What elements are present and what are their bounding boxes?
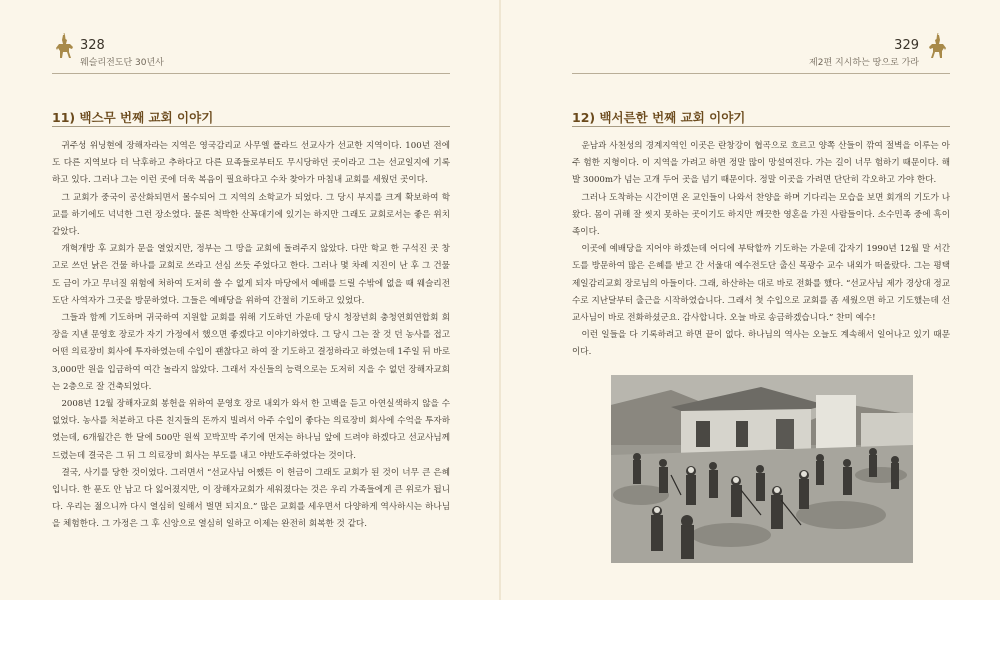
book-spine — [499, 0, 501, 600]
header-rule — [572, 73, 950, 74]
article-body — [572, 138, 950, 362]
horse-rider-logo-icon — [54, 33, 76, 61]
section-title: 12) 백서른한 번째 교회 이야기 — [572, 110, 746, 125]
paragraph: 이곳에 예배당을 지어야 하겠는데 어디에 부탁할까 기도하는 가운데 갑자기 1990년 12월 말 서간도를 방문하여 많은 은혜를 받고 간 서울대 예수전도단 출신 목광수 교수 내외가 떠올랐다. 그는 평택제일감리교회 장로님의 아들이다. 그래, 하산하는 대로 바로 전화를 했다. “선교사님 제가 경상대 정교수로 지난달부터 출근을 시작하였습니다. 그래서 첫 수입으로 교회를 좀 세웠으면 하고 기도했는데 선교사님이 바로 전화하셨군요. 감사합니다. 오늘 바로 송금하겠습니다.” 찬미 예수! — [572, 244, 950, 324]
article-body — [52, 138, 450, 534]
section-title: 11) 백스무 번째 교회 이야기 — [52, 110, 214, 125]
horse-rider-logo-icon — [926, 33, 948, 61]
page-number: 328 — [80, 38, 105, 53]
title-underline — [52, 126, 450, 127]
running-title: 웨슬리전도단 30년사 — [80, 58, 164, 68]
running-title: 제2편 지시하는 땅으로 가라 — [809, 58, 919, 68]
paragraph: 개혁개방 후 교회가 문을 열었지만, 정부는 그 땅을 교회에 돌려주지 않았다. 다만 학교 한 구석진 곳 창고로 쓰던 낡은 건물 하나를 교회로 쓰라고 선심 쓰듯 주었다고 한다. 그러나 몇 차례 지진이 난 후 그 건물도 금이 가고 무너질 위험에 처하여 도저히 쓸 수 없게 되자 마당에서 예배를 드릴 수밖에 없을 때 웨슬리전도단 사역자가 그곳을 방문하였다. 그들은 예배당을 위하여 간절히 기도하고 있었다. — [52, 244, 450, 306]
paragraph: 그 교회가 중국이 공산화되면서 몰수되어 그 지역의 소학교가 되었다. 그 당시 부지를 크게 확보하여 학교를 하기에도 넉넉한 그런 장소였다. 물론 척박한 산꼭대기에 있기는 하지만 그래도 교회로서는 좋은 위치 같았다. — [52, 192, 450, 238]
paragraph: 이런 일들을 다 기록하려고 하면 끝이 없다. 하나님의 역사는 오늘도 계속해서 일어나고 있기 때문이다. — [572, 330, 950, 358]
paragraph: 그들과 함께 기도하며 귀국하여 지원할 교회를 위해 기도하던 가운데 당시 청장년회 충청연회연합회 회장을 지낸 문영호 장로가 자기 가정에서 했으면 좋겠다고 이야기하였다. 그 당시 그는 잘 것 던 농사를 접고 어떤 의료장비 회사에 투자하였는데 수입이 괜찮다고 하여 잘 기도하고 결정하라고 하였는데 1주일 뒤 바로 3,000만 원을 입금하여 여간 놀라지 않았다. 그래서 자신들의 능력으로는 도저히 지을 수 없던 장해자교회는 2층으로 잘 건축되었다. — [52, 313, 450, 392]
title-underline — [572, 126, 950, 127]
paragraph: 귀주성 위닝현에 장해자라는 지역은 영국감리교 사무엘 폴라드 선교사가 선교한 지역이다. 100년 전에도 다른 지역보다 더 낙후하고 추하다고 다른 묘족들로부터도 무시당하던 곳이라고 그는 선교일지에 기록하고 있다. 그러나 그는 이런 곳에 더욱 복음이 필요하다고 수차 찾아가 마침내 교회를 세웠던 곳이다. — [52, 141, 450, 186]
paragraph: 운남과 사천성의 경계지역인 이곳은 란창강이 협곡으로 흐르고 양쪽 산들이 깎여 절벽을 이루는 아주 험한 지형이다. 이 지역을 가려고 하면 정말 많이 망설여진다. 가는 길이 너무 험하기 때문이다. 해발 3000m가 넘는 고개 두어 곳을 넘기 때문이다. 정말 이곳을 가려면 단단히 각오하고 가야 한다. — [572, 141, 950, 186]
paragraph: 2008년 12월 장해자교회 봉헌을 위하여 문영호 장로 내외가 와서 한 고백을 듣고 아연실색하지 않을 수 없었다. 농사를 처분하고 다른 친지들의 돈까지 빌려서 아주 수입이 좋다는 의료장비 회사에 수억을 투자하였는데, 6개월간은 한 달에 500만 원씩 꼬박꼬박 주기에 먼저는 하나님 앞에 드려야 하겠다고 선교사님께 드렸는데 결국은 그 뒤 그 의료장비 회사는 부도를 내고 야반도주하였다는 것이다. — [52, 399, 450, 461]
page-bottom-margin — [0, 600, 1000, 651]
right-page — [500, 0, 1000, 600]
left-page — [0, 0, 500, 600]
paragraph: 결국, 사기를 당한 것이었다. 그러면서 “선교사님 어쨌든 이 헌금이 그래도 교회가 된 것이 너무 큰 은혜입니다. 한 푼도 안 남고 다 잃어졌지만, 이 장해자교회가 세워졌다는 것은 우리 가족들에게 큰 위로가 됩니다. 우리는 젊으니까 다시 열심히 일해서 벌면 되지요.” 많은 교회를 세우면서 다양하게 역사하시는 하나님을 체험한다. 그 가정은 그 후 신앙으로 열심히 일하고 이제는 완전히 회복한 것 같다. — [52, 467, 450, 530]
construction-workers-photo — [611, 375, 913, 563]
page-number: 329 — [894, 38, 919, 53]
photo-illustration — [611, 375, 913, 563]
header-rule — [52, 73, 450, 74]
paragraph: 그러나 도착하는 시간이면 온 교인들이 나와서 찬양을 하며 기다리는 모습을 보면 회개의 기도가 나왔다. 몸이 귀해 잘 씻지 못하는 곳이기도 하지만 깨끗한 영혼을 가진 사람들이다. 소수민족 중에 흑이족이다. — [572, 192, 950, 238]
